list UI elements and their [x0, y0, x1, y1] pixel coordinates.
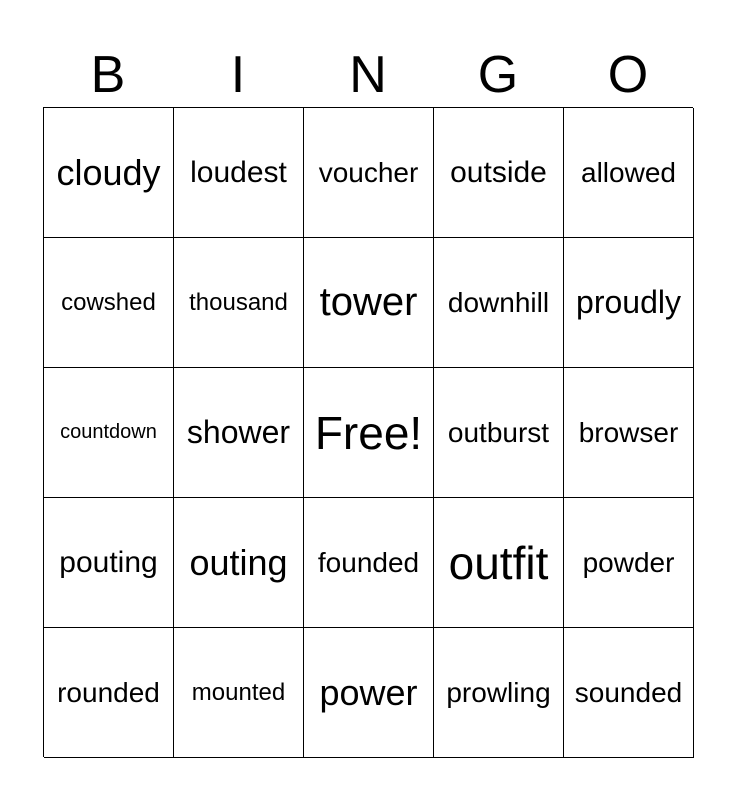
cell-word: thousand — [189, 288, 288, 316]
header-letter-o: O — [607, 46, 649, 104]
cell-word: loudest — [190, 155, 287, 189]
cell-word: cloudy — [56, 151, 161, 193]
cell-word: tower — [319, 280, 418, 324]
header-letter-g: G — [477, 46, 519, 104]
cell-word: browser — [578, 416, 679, 448]
bingo-cell[interactable] — [564, 628, 694, 758]
bingo-cell[interactable] — [564, 238, 694, 368]
bingo-cell[interactable] — [434, 498, 564, 628]
bingo-cell[interactable] — [434, 238, 564, 368]
bingo-cell[interactable] — [304, 498, 434, 628]
cell-word: rounded — [57, 676, 160, 708]
bingo-cell[interactable] — [44, 368, 174, 498]
cell-word: prowling — [446, 676, 551, 708]
bingo-cell[interactable] — [174, 498, 304, 628]
bingo-cell[interactable] — [434, 368, 564, 498]
cell-word: proudly — [576, 284, 681, 320]
bingo-cell[interactable] — [564, 498, 694, 628]
cell-word: voucher — [318, 156, 419, 188]
bingo-cell[interactable] — [44, 238, 174, 368]
cell-word: outing — [189, 541, 288, 583]
bingo-cell[interactable] — [434, 628, 564, 758]
bingo-card-grid — [43, 107, 693, 757]
cell-word: shower — [186, 414, 291, 450]
cell-word: mounted — [191, 678, 286, 706]
bingo-cell[interactable] — [304, 108, 434, 238]
header-letter-n: N — [349, 46, 387, 104]
bingo-cell[interactable] — [304, 628, 434, 758]
bingo-cell[interactable] — [44, 108, 174, 238]
header-letter-b: B — [90, 46, 126, 104]
cell-word: countdown — [60, 421, 157, 443]
cell-word: founded — [317, 546, 420, 578]
cell-word: allowed — [581, 156, 676, 188]
cell-word: cowshed — [61, 288, 156, 316]
bingo-cell[interactable] — [44, 498, 174, 628]
bingo-cell[interactable] — [174, 628, 304, 758]
cell-word: outburst — [447, 416, 550, 448]
bingo-cell[interactable] — [304, 238, 434, 368]
cell-word: powder — [582, 546, 675, 578]
cell-word: downhill — [447, 286, 550, 318]
bingo-cell[interactable] — [174, 368, 304, 498]
cell-word: sounded — [574, 676, 683, 708]
bingo-header — [43, 42, 693, 108]
free-space-label: Free! — [314, 406, 423, 459]
bingo-cell[interactable] — [564, 108, 694, 238]
cell-word: power — [319, 671, 418, 713]
header-letter-i: I — [230, 46, 246, 104]
cell-word: outside — [450, 155, 547, 189]
bingo-cell[interactable] — [174, 238, 304, 368]
bingo-cell[interactable] — [174, 108, 304, 238]
cell-word: outfit — [448, 536, 549, 589]
bingo-cell[interactable] — [564, 368, 694, 498]
cell-word: pouting — [59, 545, 158, 579]
free-space-cell[interactable] — [304, 368, 434, 498]
bingo-cell[interactable] — [44, 628, 174, 758]
bingo-cell[interactable] — [434, 108, 564, 238]
